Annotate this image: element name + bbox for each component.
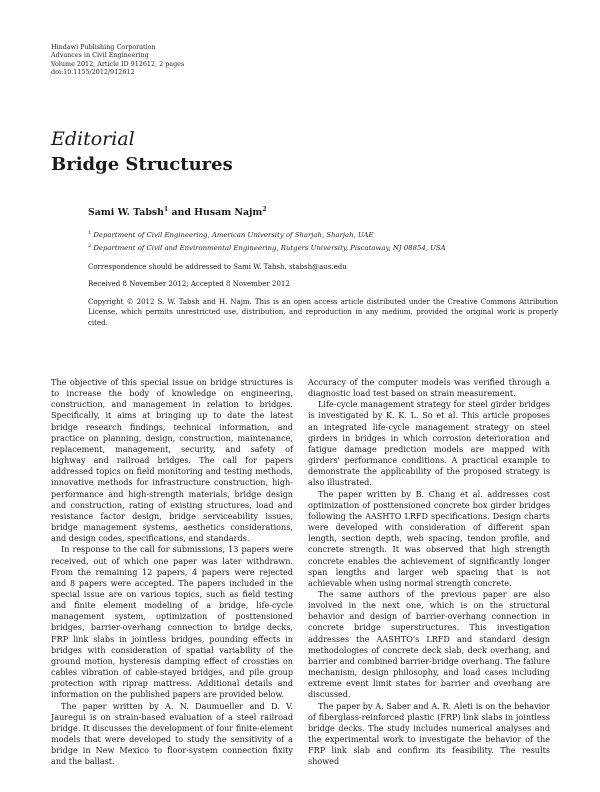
author-separator: and (168, 207, 195, 218)
body-paragraph: The objective of this special issue on bridge structures is to increase the body of knowledge on engineering, construction, and management in relation to bridges. Specifically, it aims at bringing up to date the latest bridge research findings, technical information, and practice on planning, design, construction, maintenance, replacement, management, security, and safety of highway and railroad bridges. The call for papers addressed topics on field monitoring and testing methods, innovative methods for infrastructure construction, high-performance and high-strength materials, bridge design and construction, rating of existing structures, load and resistance factor design, bridge serviceability issues, bridge management systems, aesthetics considerations, and design codes, specifications, and standards. (51, 377, 293, 544)
body-paragraph: The paper written by A. N. Daumueller and D. V. Jauregui is on strain-based evaluation of a steel railroad bridge. It discusses the development of four finite-element models that were developed to study the sensitivity of a bridge in New Mexico to floor-system connection fixity and the ballast. (51, 700, 293, 767)
author-list (88, 206, 558, 218)
affiliation-item (88, 241, 558, 254)
article-type: Editorial (51, 128, 135, 150)
affiliation-marker: 2 (262, 206, 267, 213)
article-title: Bridge Structures (51, 154, 233, 175)
body-paragraph: The same authors of the previous paper are also involved in the next one, which is on the structural behavior and design of barrier-overhang connection in concrete bridge superstructures. This investigation addresses the AASHTO's LRFD and standard design methodologies of concrete deck slab, deck overhang, and barrier and combined barrier-bridge overhang. The failure mechanism, design philosophy, and load cases including extreme event limit states for barrier and overhang are discussed. (308, 588, 550, 700)
copyright-notice: Copyright © 2012 S. W. Tabsh and H. Najm. This is an open access article distributed under the Creative Commons Attribution License, which permits unrestricted use, distribution, and reproduction in any medium, provided the original work is properly cited. (88, 298, 558, 327)
author-name: Sami W. Tabsh (88, 207, 164, 218)
affiliation-number: 1 (88, 230, 92, 236)
journal-header (51, 43, 184, 77)
body-column-left (51, 377, 293, 767)
publisher-line: Hindawi Publishing Corporation (51, 43, 156, 51)
affiliation-text: Department of Civil Engineering, American University of Sharjah, Sharjah, UAE (93, 231, 374, 239)
doi-line: doi:10.1155/2012/912612 (51, 68, 135, 77)
journal-line: Advances in Civil Engineering (51, 51, 149, 60)
correspondence-note: Correspondence should be addressed to Sami W. Tabsh, stabsh@aus.edu (88, 263, 347, 271)
author-name: Husam Najm (194, 207, 263, 218)
body-column-right (308, 377, 550, 767)
affiliation-item (88, 228, 558, 241)
affiliation-marker: 1 (164, 206, 169, 213)
body-paragraph-continued: Accuracy of the computer models was verified through a diagnostic load test based on strain measurement. (308, 377, 550, 399)
affiliations (88, 228, 558, 253)
body-paragraph: The paper by A. Saber and A. R. Aleti is on the behavior of fiberglass-reinforced plastic (FRP) link slabs in jointless bridge decks. The study includes numerical analyses and the experimental work to investigate the behavior of the FRP link slab and confirm its feasibility. The results showed (308, 700, 550, 767)
affiliation-text: Department of Civil and Environmental Engineering, Rutgers University, Piscataway, NJ 08854, USA (93, 243, 446, 252)
affiliation-number: 2 (88, 242, 92, 249)
body-paragraph: The paper written by B. Chang et al. addresses cost optimization of posttensioned concrete box girder bridges following the AASHTO LRFD specifications. Design charts were developed with consideration of different span length, section depth, web spacing, tendon profile, and concrete strength. It was observed that high strength concrete enables the achievement of significantly longer span lengths and larger web spacing that is not achievable when using normal strength concrete. (308, 488, 550, 588)
body-paragraph: Life-cycle management strategy for steel girder bridges is investigated by K. K. L. So et al. This article proposes an integrated life-cycle management strategy on steel girders in bridges in which corrosion deterioration and fatigue damage prediction models are mapped with girders' performance conditions. A practical example to demonstrate the applicability of the proposed strategy is also illustrated. (308, 399, 550, 488)
received-accepted-dates: Received 8 November 2012; Accepted 8 November 2012 (88, 280, 290, 288)
volume-line: Volume 2012, Article ID 912612, 2 pages (51, 59, 185, 68)
body-paragraph: In response to the call for submissions, 13 papers were received, out of which one paper was later withdrawn. From the remaining 12 papers, 4 papers were rejected and 8 papers were accepted. The papers included in the special issue are on various topics, such as field testing and finite element modeling of a bridge, life-cycle management system, optimization of posttensioned bridges, barrier-overhang connection to bridge decks, FRP link slabs in jointless bridges, pounding effects in bridges with consideration of spatial variability of the ground motion, hysteresis damping effect of crossties on cables vibration of cable-stayed bridges, and pile group protection with riprap mattress. Additional details and information on the published papers are provided below. (51, 544, 293, 700)
